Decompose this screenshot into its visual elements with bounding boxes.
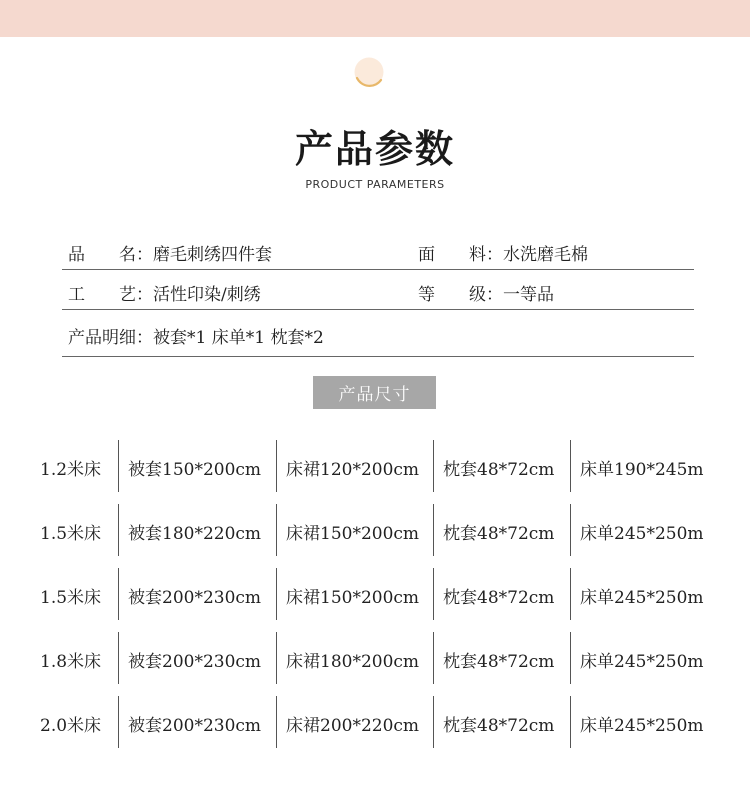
bed-size-label: 2.0米床 [40, 716, 102, 736]
bed-skirt-size: 床裙150*200cm [286, 588, 420, 608]
column-divider [433, 440, 434, 492]
param-row [62, 310, 694, 357]
column-divider [276, 504, 277, 556]
parameters-table [62, 230, 694, 357]
sheet-size: 床单190*245m [580, 460, 704, 480]
duvet-size: 被套200*230cm [128, 652, 262, 672]
pillowcase-size: 枕套48*72cm [443, 716, 555, 736]
column-divider [433, 568, 434, 620]
top-color-band [0, 0, 750, 37]
size-row [0, 434, 750, 498]
bed-skirt-size: 床裙120*200cm [286, 460, 420, 480]
column-divider [570, 696, 571, 748]
duvet-size: 被套180*220cm [128, 524, 262, 544]
size-row [0, 690, 750, 754]
size-row [0, 498, 750, 562]
column-divider [276, 568, 277, 620]
sizes-section-badge: 产品尺寸 [313, 376, 436, 409]
column-divider [276, 696, 277, 748]
pillowcase-size: 枕套48*72cm [443, 524, 555, 544]
bed-skirt-size: 床裙200*220cm [286, 716, 420, 736]
sizes-table [0, 434, 750, 754]
size-row [0, 626, 750, 690]
param-fabric: 面 料：水洗磨毛棉 [418, 245, 588, 265]
param-grade: 等 级：一等品 [418, 285, 554, 305]
bed-size-label: 1.5米床 [40, 524, 102, 544]
pillowcase-size: 枕套48*72cm [443, 460, 555, 480]
duvet-size: 被套200*230cm [128, 588, 262, 608]
column-divider [570, 568, 571, 620]
bed-skirt-size: 床裙150*200cm [286, 524, 420, 544]
column-divider [433, 504, 434, 556]
column-divider [276, 440, 277, 492]
pillowcase-size: 枕套48*72cm [443, 588, 555, 608]
duvet-size: 被套150*200cm [128, 460, 262, 480]
param-craft: 工 艺：活性印染/刺绣 [68, 285, 261, 305]
bed-size-label: 1.2米床 [40, 460, 102, 480]
size-row [0, 562, 750, 626]
column-divider [570, 440, 571, 492]
column-divider [118, 504, 119, 556]
column-divider [118, 632, 119, 684]
column-divider [433, 696, 434, 748]
sheet-size: 床单245*250m [580, 716, 704, 736]
decorative-circle-icon [353, 56, 385, 88]
sheet-size: 床单245*250m [580, 652, 704, 672]
duvet-size: 被套200*230cm [128, 716, 262, 736]
bed-size-label: 1.5米床 [40, 588, 102, 608]
param-row [62, 270, 694, 310]
pillowcase-size: 枕套48*72cm [443, 652, 555, 672]
bed-size-label: 1.8米床 [40, 652, 102, 672]
column-divider [433, 632, 434, 684]
page-subtitle: PRODUCT PARAMETERS [305, 178, 445, 191]
column-divider [570, 504, 571, 556]
column-divider [276, 632, 277, 684]
column-divider [570, 632, 571, 684]
sheet-size: 床单245*250m [580, 588, 704, 608]
page-title: 产品参数 [294, 126, 455, 171]
param-row [62, 230, 694, 270]
column-divider [118, 568, 119, 620]
param-product-name: 品 名：磨毛刺绣四件套 [68, 245, 272, 265]
sheet-size: 床单245*250m [580, 524, 704, 544]
param-contents: 产品明细：被套*1 床单*1 枕套*2 [68, 328, 324, 348]
column-divider [118, 440, 119, 492]
bed-skirt-size: 床裙180*200cm [286, 652, 420, 672]
column-divider [118, 696, 119, 748]
